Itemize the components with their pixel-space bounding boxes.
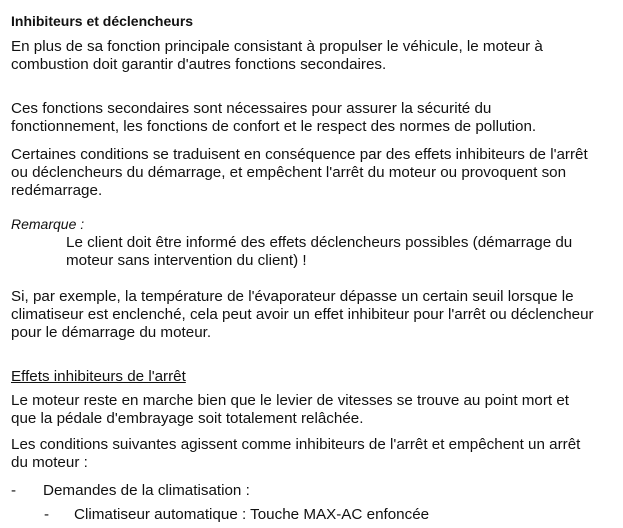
paragraph-3-line-2: ou déclencheurs du démarrage, et empêchent l'arrêt du moteur ou provoquent son [11,164,567,181]
sublist-item-1: Climatiseur automatique : Touche MAX-AC enfoncée [74,506,430,523]
paragraph-3-line-1: Certaines conditions se traduisent en conséquence par des effets inhibiteurs de l'arrêt [11,146,588,163]
list-item-1: Demandes de la climatisation : [43,482,250,499]
paragraph-6-line-2: du moteur : [11,454,88,471]
paragraph-5-line-2: que la pédale d'embrayage soit totalement relâchée. [11,410,364,427]
paragraph-2-line-2: fonctionnement, les fonctions de confort et le respect des normes de pollution. [11,118,537,135]
paragraph-3-line-3: redémarrage. [11,182,103,199]
section-heading: Effets inhibiteurs de l'arrêt [11,368,186,385]
remark-line-2: moteur sans intervention du client) ! [66,252,307,269]
paragraph-4-line-3: pour le démarrage du moteur. [11,324,212,341]
paragraph-5-line-1: Le moteur reste en marche bien que le levier de vitesses se trouve au point mort et [11,392,570,409]
paragraph-1-line-1: En plus de sa fonction principale consistant à propulser le véhicule, le moteur à [11,38,543,55]
remark-line-1: Le client doit être informé des effets déclencheurs possibles (démarrage du [66,234,573,251]
list-dash: - [11,482,17,499]
document-title: Inhibiteurs et déclencheurs [11,13,194,29]
paragraph-6-line-1: Les conditions suivantes agissent comme inhibiteurs de l'arrêt et empêchent un arrêt [11,436,581,453]
paragraph-4-line-1: Si, par exemple, la température de l'évaporateur dépasse un certain seuil lorsque le [11,288,574,305]
sublist-dash: - [44,506,50,523]
remark-label: Remarque : [11,216,85,232]
paragraph-4-line-2: climatiseur est enclenché, cela peut avoir un effet inhibiteur pour l'arrêt ou déclencheur [11,306,594,323]
paragraph-2-line-1: Ces fonctions secondaires sont nécessaires pour assurer la sécurité du [11,100,492,117]
paragraph-1-line-2: combustion doit garantir d'autres fonctions secondaires. [11,56,387,73]
